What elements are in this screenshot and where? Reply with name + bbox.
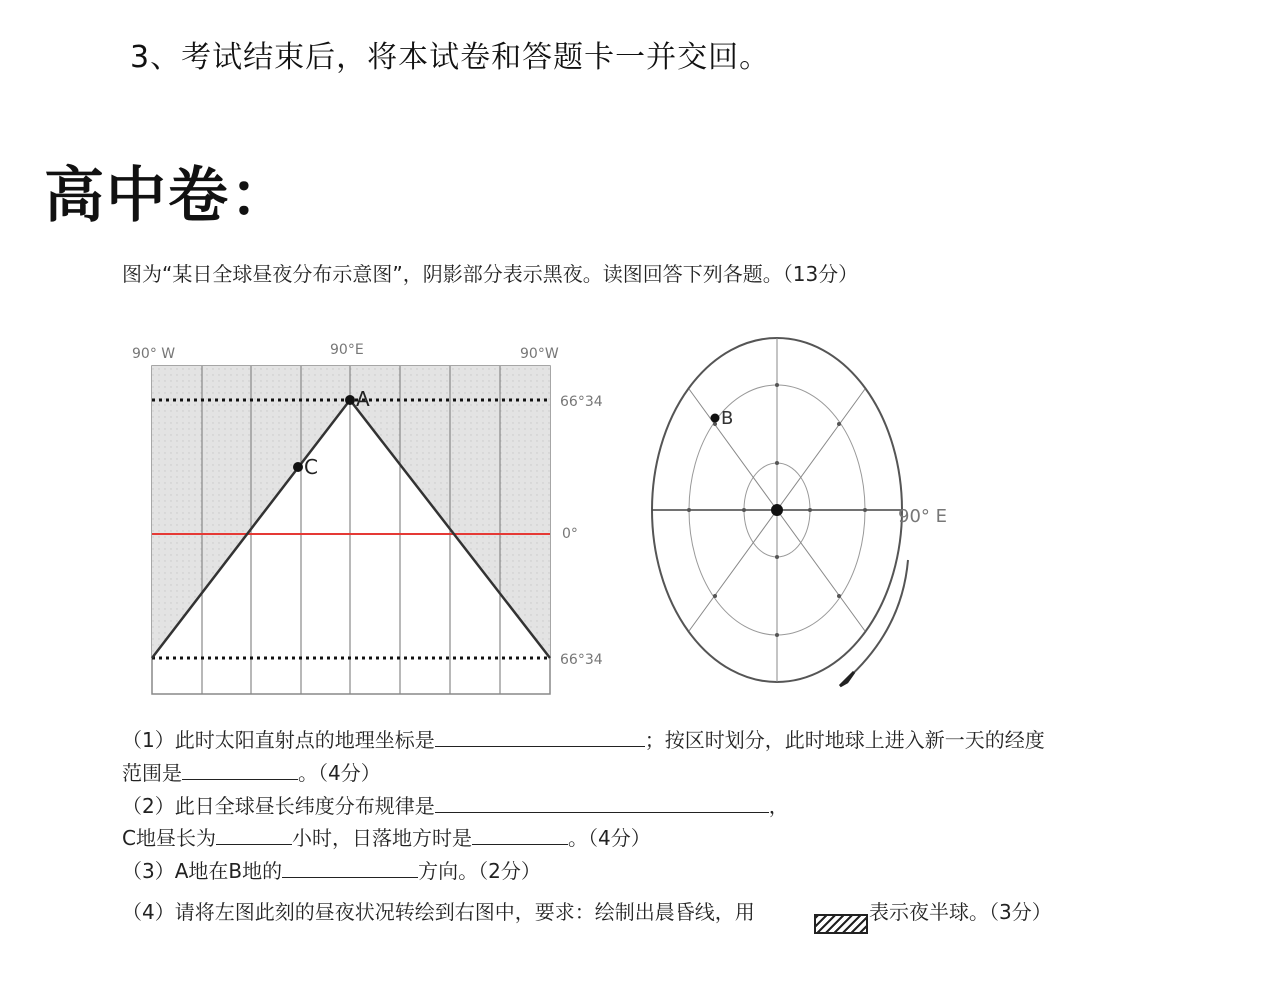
pole-point xyxy=(771,504,783,516)
point-c-label: C xyxy=(304,455,318,479)
question-3 xyxy=(122,855,541,884)
question-2-line-2 xyxy=(122,822,651,851)
instruction-text: 3、考试结束后，将本试卷和答题卡一并交回。 xyxy=(130,40,771,75)
q2-text-1: （2）此日全球昼长纬度分布规律是 xyxy=(122,794,435,818)
question-intro: 图为“某日全球昼夜分布示意图”，阴影部分表示黑夜。读图回答下列各题。（13分） xyxy=(122,262,859,286)
q3-answer-blank-direction[interactable] xyxy=(282,857,418,878)
q1-text-3: 范围是 xyxy=(122,761,182,785)
top-label-left: 90° W xyxy=(132,346,176,362)
q3-text-1: （3）A地在B地的 xyxy=(122,859,283,883)
point-c xyxy=(293,462,303,472)
q1-answer-blank-coordinates[interactable] xyxy=(435,726,645,747)
q1-text-1: （1）此时太阳直射点的地理坐标是 xyxy=(122,728,435,752)
section-title: 高中卷： xyxy=(44,161,292,231)
question-1-line-2 xyxy=(122,757,381,786)
lat-label-north: 66°34 xyxy=(560,394,603,410)
q2-answer-blank-daylength[interactable] xyxy=(216,824,292,845)
question-2-line-1 xyxy=(122,790,789,819)
lat-label-equator: 0° xyxy=(562,526,578,542)
point-b-label: B xyxy=(721,408,734,429)
day-night-map xyxy=(120,330,620,700)
question-4-text: （4）请将左图此刻的昼夜状况转绘到右图中，要求：绘制出晨昏线，用 xyxy=(122,900,755,924)
lat-label-south: 66°34 xyxy=(560,652,603,668)
top-label-center: 90°E xyxy=(330,342,364,358)
question-4-text-end: 表示夜半球。（3分） xyxy=(869,900,1052,924)
longitude-label: 90° E xyxy=(898,506,947,527)
point-a xyxy=(345,395,355,405)
q1-answer-blank-range[interactable] xyxy=(182,759,298,780)
q2-text-2: ， xyxy=(768,794,789,818)
q3-text-2: 方向。（2分） xyxy=(418,859,541,883)
q1-text-4: 。（4分） xyxy=(298,761,381,785)
rotation-arrow xyxy=(846,560,908,680)
q2-text-3: C地昼长为 xyxy=(122,826,216,850)
q2-answer-blank-pattern[interactable] xyxy=(435,792,769,813)
polar-view-map xyxy=(640,330,970,695)
question-1-line-1 xyxy=(122,724,1045,753)
point-b xyxy=(711,414,720,423)
top-label-right: 90°W xyxy=(520,346,559,362)
q1-text-2: ；按区时划分，此时地球上进入新一天的经度 xyxy=(644,728,1045,752)
point-a-label: A xyxy=(356,387,370,411)
q2-text-5: 。（4分） xyxy=(567,826,651,850)
q2-answer-blank-sunset[interactable] xyxy=(472,824,568,845)
rotation-arrow-head xyxy=(840,672,854,686)
night-hatch-legend xyxy=(814,914,868,934)
q2-text-4: 小时，日落地方时是 xyxy=(291,826,472,850)
